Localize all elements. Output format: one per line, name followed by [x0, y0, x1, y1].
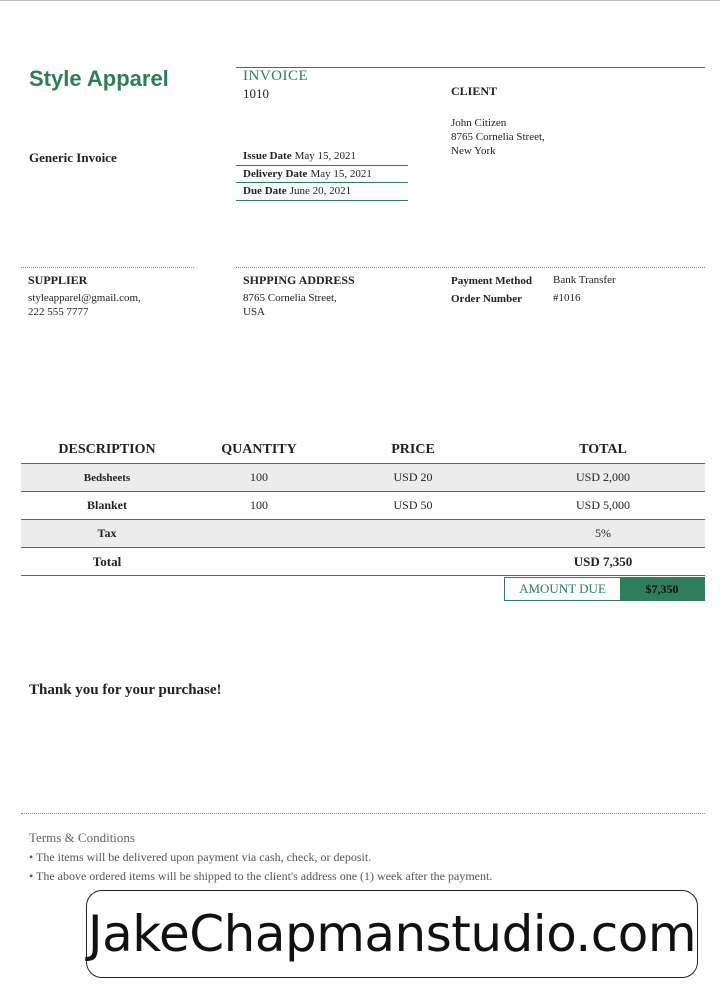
document-subtitle: Generic Invoice [29, 150, 117, 165]
divider [21, 267, 194, 268]
cell-description: Bedsheets [21, 464, 193, 492]
header-price: PRICE [325, 437, 501, 464]
due-date-value: June 20, 2021 [289, 185, 352, 197]
date-rule [236, 200, 408, 201]
issue-date-label: Issue Date [243, 150, 292, 162]
cell-price: USD 50 [325, 492, 501, 520]
client-block [451, 116, 545, 158]
delivery-date-value: May 15, 2021 [310, 168, 372, 180]
cell-total: USD 2,000 [501, 464, 705, 492]
issue-date-row [236, 148, 408, 165]
delivery-date-row [236, 166, 408, 183]
top-border [0, 0, 720, 1]
order-number-label: Order Number [451, 293, 522, 305]
cell-total: USD 5,000 [501, 492, 705, 520]
cell-quantity [193, 520, 325, 548]
watermark-text: JakeChapmanstudio.com [87, 905, 697, 963]
terms-item: • The items will be delivered upon payment via cash, check, or deposit. [29, 850, 372, 864]
watermark-banner [86, 890, 698, 978]
thank-you-message: Thank you for your purchase! [29, 682, 222, 698]
divider [236, 267, 705, 268]
cell-quantity [193, 548, 325, 576]
terms-item: • The above ordered items will be shipped to the client's address one (1) week after the payment. [29, 869, 493, 883]
cell-quantity: 100 [193, 492, 325, 520]
cell-quantity: 100 [193, 464, 325, 492]
delivery-date-label: Delivery Date [243, 168, 308, 180]
amount-due-value: $7,350 [620, 578, 704, 600]
table-row [21, 520, 705, 548]
amount-due-label: AMOUNT DUE [519, 581, 606, 596]
divider [21, 813, 705, 814]
terms-heading: Terms & Conditions [29, 830, 135, 845]
invoice-number: 1010 [243, 86, 269, 101]
header-description: DESCRIPTION [21, 437, 193, 464]
payment-method-label: Payment Method [451, 275, 532, 287]
due-date-label: Due Date [243, 185, 287, 197]
supplier-block [28, 291, 141, 319]
payment-method-value: Bank Transfer [553, 274, 616, 286]
shipping-line1: 8765 Cornelia Street, [243, 292, 337, 304]
client-name: John Citizen [451, 117, 507, 129]
client-address-line2: New York [451, 145, 496, 157]
due-date-row [236, 183, 408, 200]
brand-name: Style Apparel [29, 66, 169, 91]
table-row [21, 464, 705, 492]
cell-description: Total [21, 548, 193, 576]
cell-price [325, 520, 501, 548]
header-total: TOTAL [501, 437, 705, 464]
shipping-line2: USA [243, 306, 266, 318]
items-table [21, 437, 705, 576]
client-heading: CLIENT [451, 84, 498, 98]
supplier-phone: 222 555 7777 [28, 306, 89, 318]
table-row [21, 492, 705, 520]
cell-description: Tax [21, 520, 193, 548]
cell-total: USD 7,350 [501, 548, 705, 576]
table-header-row [21, 437, 705, 464]
cell-total: 5% [501, 520, 705, 548]
amount-due-box [504, 577, 705, 601]
client-address-line1: 8765 Cornelia Street, [451, 131, 545, 143]
order-number-value: #1016 [553, 292, 581, 304]
shipping-block [243, 291, 337, 319]
header-quantity: QUANTITY [193, 437, 325, 464]
cell-price: USD 20 [325, 464, 501, 492]
table-row-total [21, 548, 705, 576]
shipping-heading: SHPPING ADDRESS [243, 273, 355, 287]
invoice-title: INVOICE [243, 68, 309, 84]
supplier-heading: SUPPLIER [28, 273, 88, 287]
issue-date-value: May 15, 2021 [294, 150, 357, 162]
supplier-email: styleapparel@gmail.com, [28, 292, 141, 304]
cell-description: Blanket [21, 492, 193, 520]
cell-price [325, 548, 501, 576]
